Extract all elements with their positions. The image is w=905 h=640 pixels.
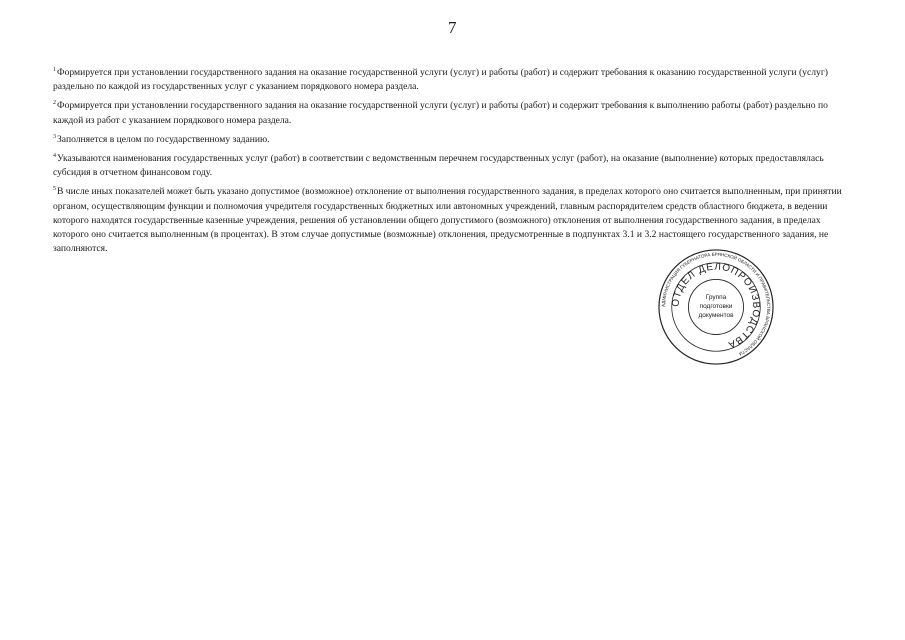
footnote-marker: 3 bbox=[53, 133, 56, 140]
footnote-2 bbox=[53, 99, 848, 127]
seal-center-line-1: Группа bbox=[705, 294, 727, 302]
page-number: 7 bbox=[448, 18, 457, 37]
footnote-5 bbox=[53, 185, 848, 256]
footnote-text: Заполняется в целом по государственному заданию. bbox=[57, 133, 270, 145]
footnote-1 bbox=[53, 66, 848, 94]
footnote-3 bbox=[53, 133, 848, 147]
footnote-text: Формируется при установлении государственного задания на оказание государственной услуги (услуг) и работы (работ) и содержит требования к оказанию государственной услуги (услуг) раздельно по каждой из государственных услуг с указанием порядкового номера раздела. bbox=[53, 67, 828, 93]
footnote-marker: 4 bbox=[53, 153, 56, 160]
seal-center-line-3: документов bbox=[698, 311, 734, 319]
footnote-marker: 2 bbox=[53, 100, 56, 107]
footnote-4 bbox=[53, 152, 848, 180]
footnote-marker: 5 bbox=[53, 186, 56, 193]
footnote-text: Формируется при установлении государственного задания на оказание государственной услуги (услуг) и работы (работ) и содержит требования к выполнению работы (работ) раздельно по каждой из работ с указанием порядкового номера раздела. bbox=[53, 100, 828, 126]
seal-center-line-2: подготовки bbox=[699, 302, 733, 310]
seal-inner-ring-textpath: ОТДЕЛ ДЕЛОПРОИЗВОДСТВА bbox=[670, 261, 762, 351]
seal-outer-ring-textpath: АДМИНИСТРАЦИЯ ГУБЕРНАТОРА БРЯНСКОЙ ОБЛАСТИ И ПРАВИТЕЛЬСТВА БРЯНСКОЙ ОБЛАСТИ bbox=[660, 251, 772, 357]
footnote-text: В числе иных показателей может быть указано допустимое (возможное) отклонение от выполнения государственного задания, в пределах которого оно считается выполненным, при принятии органом, осуществляющим функции и полномочия учредителя государственных бюджетных или автономных учреждений, главным распорядителем средств областного бюджета, в ведении которого находятся государственные казенные учреждения, решения об установлении общего допустимого (возможного) отклонения от выполнения государственного задания, в пределах которого оно считается выполненным (в процентах). В этом случае допустимые (возможные) отклонения, предусмотренные в подпунктах 3.1 и 3.2 настоящего государственного задания, не заполняются. bbox=[53, 186, 842, 255]
footnote-marker: 1 bbox=[53, 67, 56, 73]
footnotes bbox=[53, 66, 848, 261]
official-seal-stamp bbox=[657, 248, 775, 366]
footnote-text: Указываются наименования государственных услуг (работ) в соответствии с ведомственным перечнем государственных услуг (работ), на оказание (выполнение) которых предоставлялась субсидия в отчетном финансовом году. bbox=[53, 153, 824, 179]
